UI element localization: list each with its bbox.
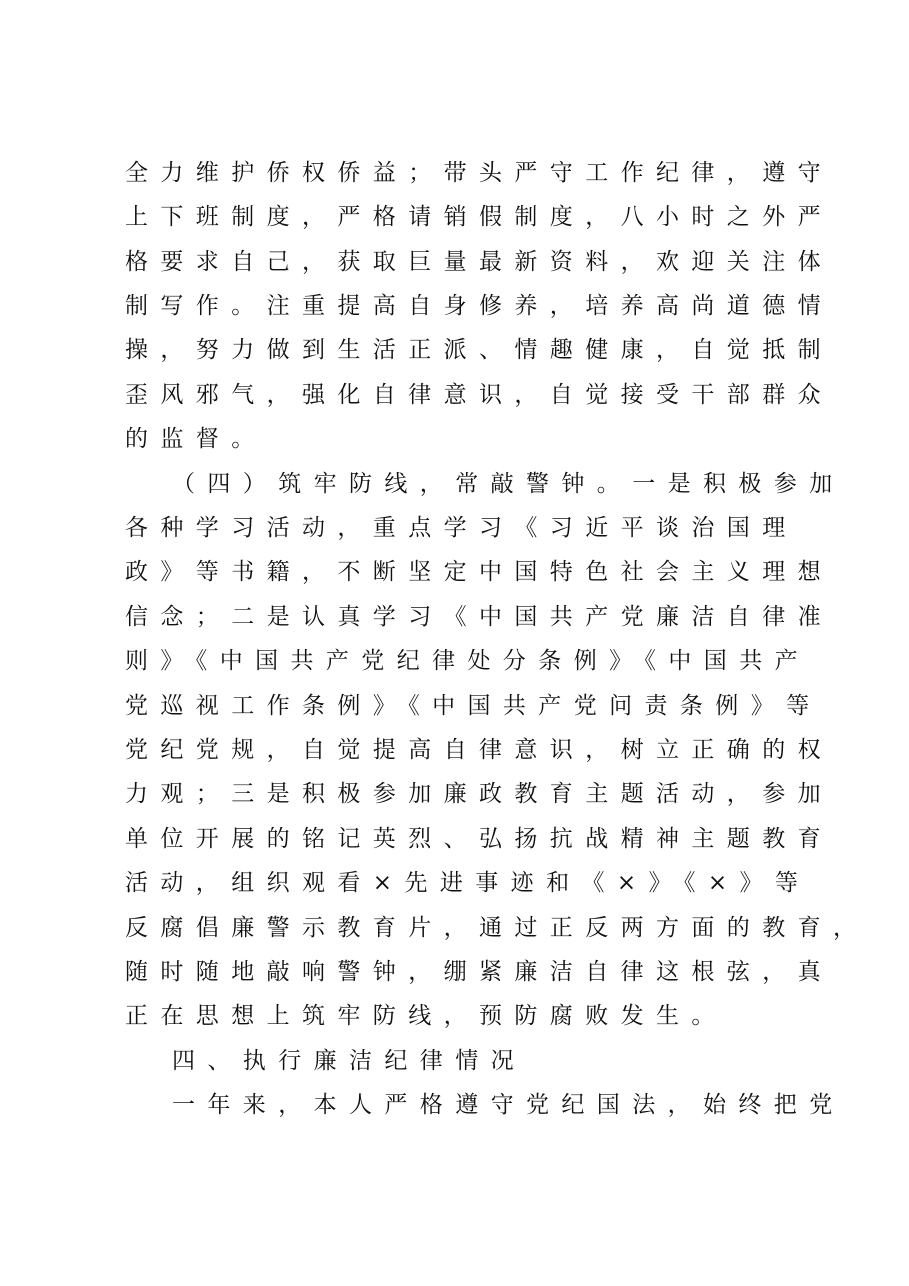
text-line: 则》《中国共产党纪律处分条例》《中国共产 bbox=[125, 648, 810, 674]
text-line: 活动，组织观看×先进事迹和《×》《×》等 bbox=[125, 870, 811, 896]
text-line: 格要求自己，获取巨量最新资料，欢迎关注体 bbox=[125, 249, 833, 275]
text-line: 政》等书籍，不断坚定中国特色社会主义理想 bbox=[125, 559, 833, 585]
text-line: 的监督。 bbox=[125, 426, 267, 452]
text-line: 随时随地敲响警钟，绷紧廉洁自律这根弦，真 bbox=[125, 959, 833, 985]
section-heading: 四、执行廉洁纪律情况 bbox=[172, 1048, 526, 1074]
text-line: 信念；二是认真学习《中国共产党廉洁自律准 bbox=[125, 604, 833, 630]
text-line: 反腐倡廉警示教育片，通过正反两方面的教育， bbox=[125, 915, 869, 941]
text-line: 歪风邪气，强化自律意识，自觉接受干部群众 bbox=[125, 382, 833, 408]
text-line: 一年来，本人严格遵守党纪国法，始终把党 bbox=[172, 1092, 845, 1118]
text-line: 力观；三是积极参加廉政教育主题活动，参加 bbox=[125, 781, 833, 807]
text-line: 各种学习活动，重点学习《习近平谈治国理 bbox=[125, 515, 798, 541]
text-line: 党巡视工作条例》《中国共产党问责条例》等 bbox=[125, 693, 822, 719]
section-heading-4: （四）筑牢防线，常敲警钟。一是积极参加 bbox=[172, 471, 845, 497]
text-line: 制写作。注重提高自身修养，培养高尚道德情 bbox=[125, 293, 833, 319]
text-line: 操，努力做到生活正派、情趣健康，自觉抵制 bbox=[125, 337, 833, 363]
text-line: 正在思想上筑牢防线，预防腐败发生。 bbox=[125, 1003, 727, 1029]
text-line: 上下班制度，严格请销假制度，八小时之外严 bbox=[125, 204, 833, 230]
text-line: 全力维护侨权侨益；带头严守工作纪律，遵守 bbox=[125, 160, 833, 186]
text-line: 党纪党规，自觉提高自律意识，树立正确的权 bbox=[125, 737, 833, 763]
text-line: 单位开展的铭记英烈、弘扬抗战精神主题教育 bbox=[125, 826, 833, 852]
